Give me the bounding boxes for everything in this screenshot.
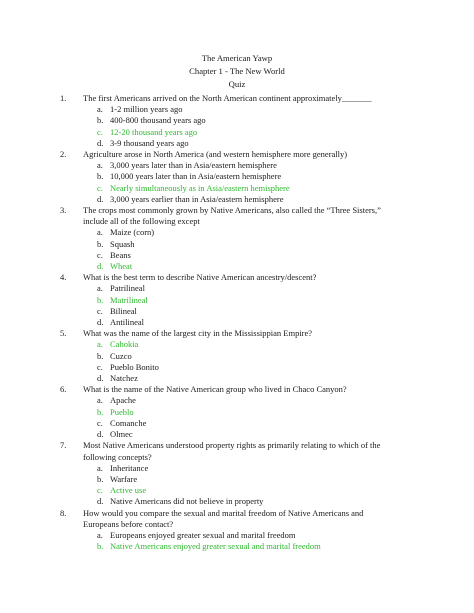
question-4 [0, 272, 474, 283]
option-letter: a. [97, 283, 103, 294]
option-letter: d. [97, 373, 104, 384]
option-letter: b. [97, 473, 104, 484]
answer-option [0, 115, 474, 126]
question-6 [0, 384, 474, 395]
option-letter: a. [97, 339, 103, 350]
option-text: Patrilineal [110, 283, 145, 294]
correct-option-text: Nearly simultaneously as in Asia/eastern hemisphere [110, 182, 290, 193]
option-letter: b. [97, 406, 104, 417]
option-letter: b. [97, 350, 104, 361]
answer-option [0, 541, 474, 552]
option-text: Europeans enjoyed greater sexual and marital freedom [110, 529, 296, 540]
answer-option [0, 339, 474, 350]
option-letter: b. [97, 115, 104, 126]
answer-option [0, 362, 474, 373]
option-text: Apache [110, 395, 136, 406]
option-text: Olmec [110, 429, 133, 440]
question-number: 2. [60, 149, 67, 160]
answer-option [0, 317, 474, 328]
answer-option [0, 295, 474, 306]
option-letter: a. [97, 529, 103, 540]
option-letter: a. [97, 104, 103, 115]
question-3 [0, 205, 474, 227]
answer-option [0, 496, 474, 507]
correct-option-text: 12-20 thousand years ago [110, 126, 198, 137]
answer-option [0, 463, 474, 474]
answer-option [0, 261, 474, 272]
option-text: 400-800 thousand years ago [110, 115, 206, 126]
option-letter: a. [97, 462, 103, 473]
correct-option-text: Active use [110, 485, 147, 496]
document-title: The American Yawp [201, 53, 273, 63]
answer-option [0, 485, 474, 496]
question-text: What is the name of the Native American group who lived in Chaco Canyon? [83, 384, 347, 395]
question-number: 7. [60, 440, 67, 451]
answer-option [0, 171, 474, 182]
option-text: Bilineal [110, 305, 137, 316]
option-text: 3,000 years earlier than in Asia/eastern hemisphere [110, 193, 284, 204]
answer-option [0, 395, 474, 406]
option-letter: c. [97, 485, 103, 496]
question-number: 5. [60, 328, 67, 339]
answer-option [0, 194, 474, 205]
answer-option [0, 351, 474, 362]
answer-option [0, 407, 474, 418]
option-text: Cuzco [110, 350, 132, 361]
option-letter: d. [97, 137, 104, 148]
option-text: 10,000 years later than in Asia/eastern hemisphere [110, 171, 282, 182]
answer-option [0, 283, 474, 294]
answer-option [0, 474, 474, 485]
option-text: Maize (corn) [110, 227, 155, 238]
answer-option [0, 104, 474, 115]
correct-option-text: Cahokia [110, 339, 139, 350]
question-number: 8. [60, 507, 67, 518]
option-letter: c. [97, 182, 103, 193]
option-letter: b. [97, 238, 104, 249]
option-letter: c. [97, 417, 103, 428]
question-text: What was the name of the largest city in the Mississippian Empire? [83, 328, 313, 339]
correct-option-text: Native Americans enjoyed greater sexual and marital freedom [110, 541, 321, 552]
question-8 [0, 508, 474, 530]
answer-option [0, 138, 474, 149]
option-text: Native Americans did not believe in property [110, 496, 264, 507]
option-text: Comanche [110, 417, 147, 428]
option-text: Natchez [110, 373, 138, 384]
option-text: 1-2 million years ago [110, 104, 183, 115]
option-text: Antilineal [110, 317, 144, 328]
option-letter: b. [97, 541, 104, 552]
option-letter: a. [97, 160, 103, 171]
option-letter: d. [97, 317, 104, 328]
answer-option [0, 418, 474, 429]
answer-option [0, 160, 474, 171]
question-list [0, 93, 474, 552]
option-letter: d. [97, 193, 104, 204]
option-text: 3,000 years later than in Asia/eastern hemisphere [110, 160, 277, 171]
answer-option [0, 239, 474, 250]
question-1 [0, 93, 474, 104]
correct-option-text: Wheat [110, 261, 133, 272]
answer-option [0, 127, 474, 138]
option-text: Pueblo Bonito [110, 361, 159, 372]
answer-option [0, 429, 474, 440]
answer-option [0, 250, 474, 261]
question-text: The crops most commonly grown by Native Americans, also called the “Three Sisters,” include all of the following except [83, 205, 381, 227]
chapter-title: Chapter 1 - The New World [189, 66, 285, 76]
answer-option [0, 530, 474, 541]
option-letter: a. [97, 395, 103, 406]
option-text: Warfare [110, 473, 138, 484]
question-text: How would you compare the sexual and marital freedom of Native Americans and Europeans before contact? [83, 507, 364, 529]
option-text: Beans [110, 249, 131, 260]
question-7 [0, 440, 474, 462]
option-letter: c. [97, 305, 103, 316]
quiz-label: Quiz [228, 79, 246, 89]
correct-option-text: Matrilineal [110, 294, 148, 305]
question-number: 6. [60, 384, 67, 395]
option-letter: a. [97, 227, 103, 238]
option-letter: b. [97, 171, 104, 182]
answer-option [0, 227, 474, 238]
question-number: 4. [60, 272, 67, 283]
answer-option [0, 373, 474, 384]
option-text: 3-9 thousand years ago [110, 137, 189, 148]
option-letter: d. [97, 429, 104, 440]
correct-option-text: Pueblo [110, 406, 134, 417]
question-text: What is the best term to describe Native American ancestry/descent? [83, 272, 317, 283]
question-number: 3. [60, 205, 67, 216]
option-text: Inheritance [110, 462, 149, 473]
option-letter: c. [97, 126, 103, 137]
question-5 [0, 328, 474, 339]
answer-option [0, 306, 474, 317]
question-text: The first Americans arrived on the North American continent approximately_______ [83, 93, 372, 103]
option-letter: d. [97, 496, 104, 507]
option-letter: c. [97, 249, 103, 260]
option-letter: c. [97, 361, 103, 372]
question-number: 1. [60, 93, 67, 103]
option-letter: d. [97, 261, 104, 272]
question-text: Agriculture arose in North America (and western hemisphere more generally) [83, 149, 348, 160]
option-letter: b. [97, 294, 104, 305]
option-text: Squash [110, 238, 135, 249]
answer-option [0, 183, 474, 194]
question-text: Most Native Americans understood property rights as primarily relating to which of the following concepts? [83, 440, 381, 462]
document-header [0, 52, 474, 91]
question-2 [0, 149, 474, 160]
